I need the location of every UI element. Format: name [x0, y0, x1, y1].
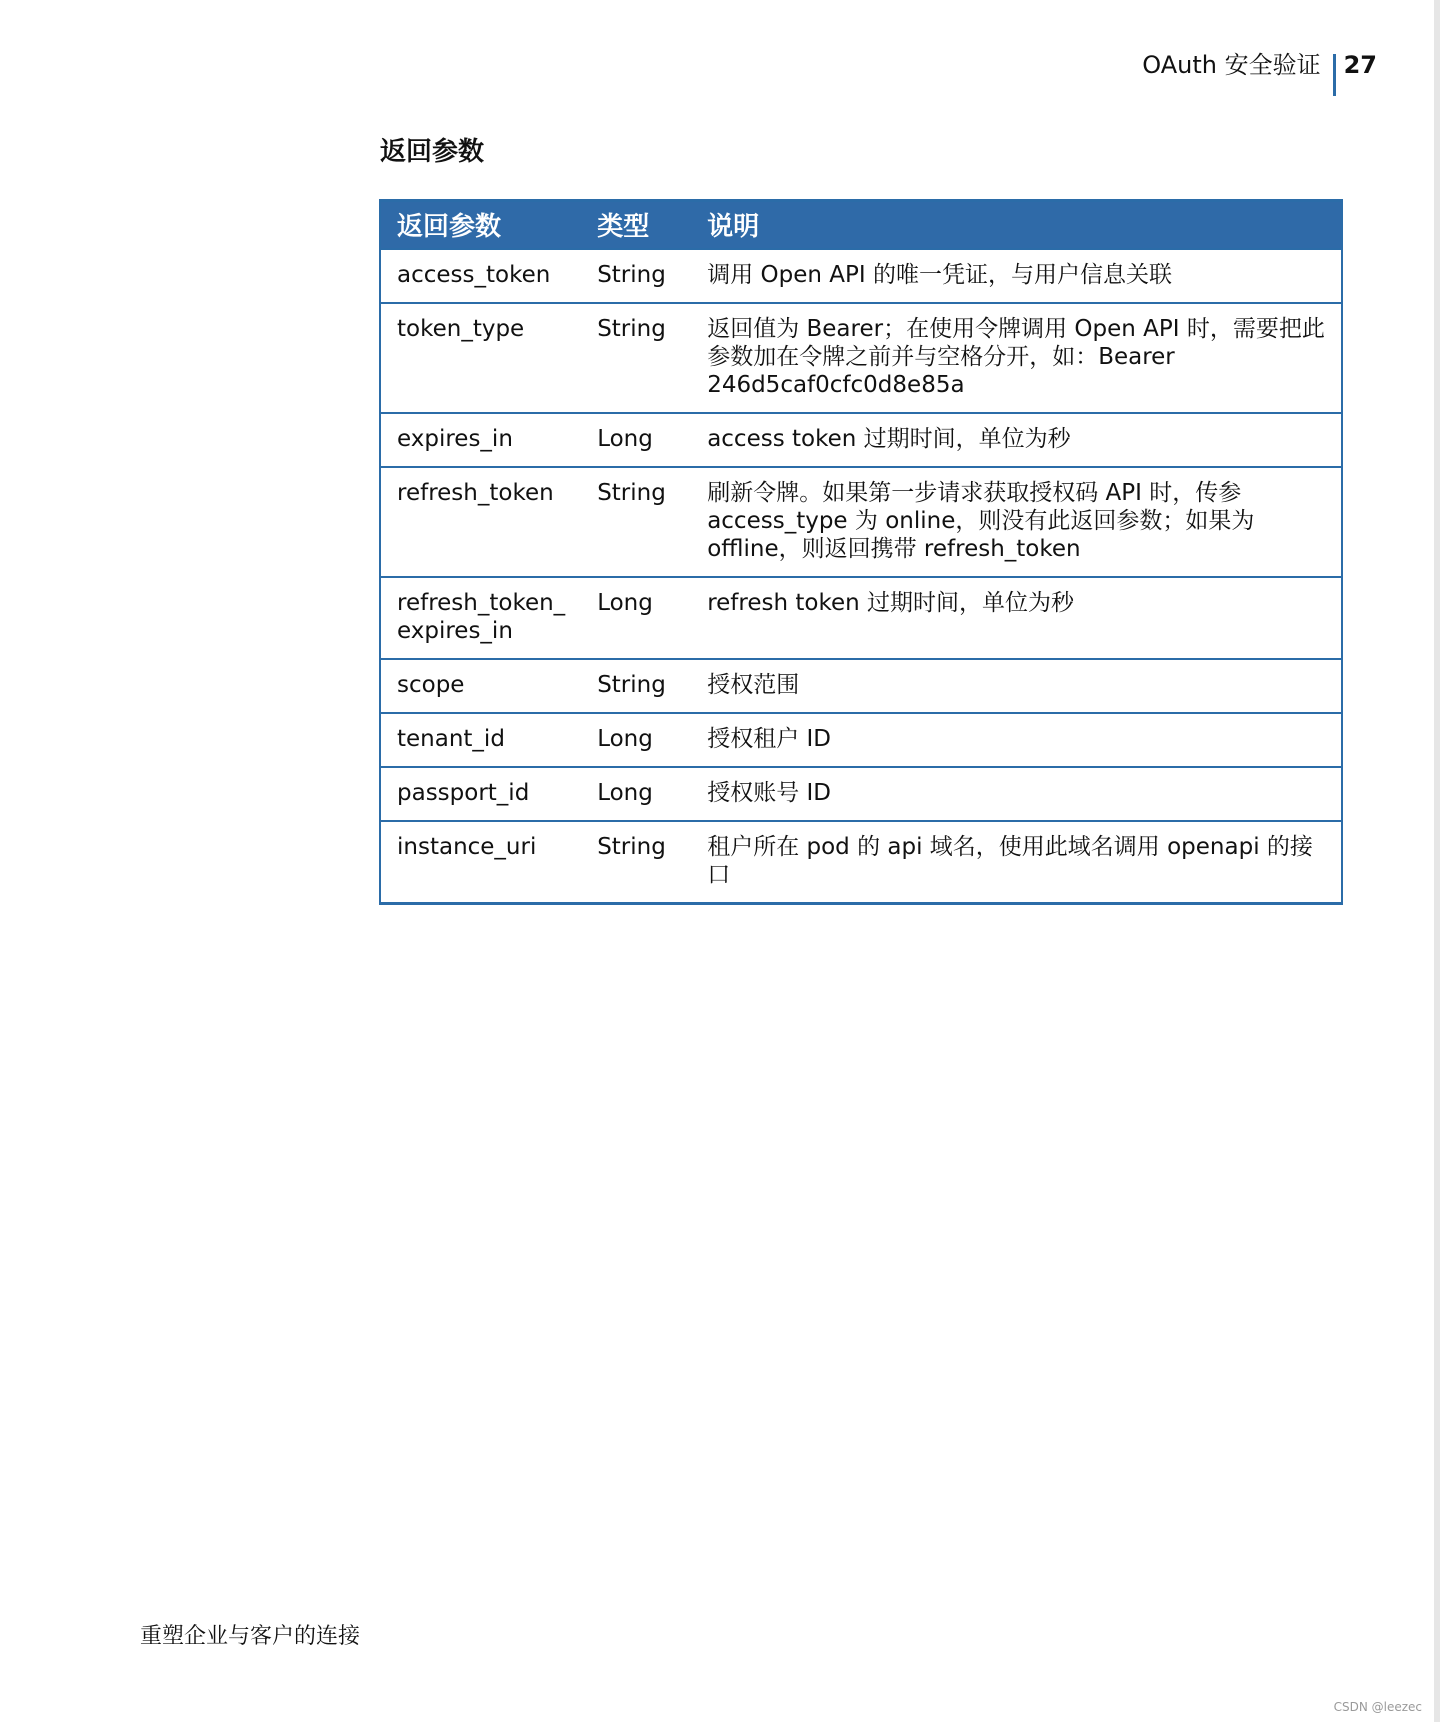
header-title: OAuth 安全验证: [1142, 51, 1321, 79]
section-title: 返回参数: [380, 137, 485, 167]
param-type: String: [581, 303, 691, 413]
page-header: [1142, 50, 1377, 96]
param-name: refresh_token_ expires_in: [380, 577, 581, 659]
header-type: 类型: [581, 201, 691, 250]
param-description: 授权账号 ID: [691, 767, 1342, 821]
page-number: 27: [1343, 51, 1377, 79]
footer-text: 重塑企业与客户的连接: [140, 1624, 361, 1649]
param-type: String: [581, 821, 691, 904]
table-row: [380, 249, 1342, 303]
param-description: 刷新令牌。如果第一步请求获取授权码 API 时，传参 access_type 为 online，则没有此返回参数；如果为 offline，则返回携带 refresh_token: [691, 467, 1342, 577]
param-name: refresh_token: [380, 467, 581, 577]
table-header: [380, 201, 1342, 250]
param-type: Long: [581, 767, 691, 821]
param-name: token_type: [380, 303, 581, 413]
param-type: Long: [581, 713, 691, 767]
param-description: 返回值为 Bearer；在使用令牌调用 Open API 时，需要把此参数加在令牌之前并与空格分开，如：Bearer 246d5caf0cfc0d8e85a: [691, 303, 1342, 413]
param-description: 授权范围: [691, 659, 1342, 713]
table-row: [380, 821, 1342, 904]
param-description: access token 过期时间，单位为秒: [691, 413, 1342, 467]
params-table: [379, 199, 1343, 905]
header-param: 返回参数: [380, 201, 581, 250]
param-description: 调用 Open API 的唯一凭证，与用户信息关联: [691, 249, 1342, 303]
param-type: Long: [581, 413, 691, 467]
param-name: instance_uri: [380, 821, 581, 904]
watermark: CSDN @leezec: [1333, 1700, 1422, 1714]
param-name: passport_id: [380, 767, 581, 821]
param-type: String: [581, 249, 691, 303]
table-header-row: [380, 201, 1342, 250]
param-type: Long: [581, 577, 691, 659]
param-name: tenant_id: [380, 713, 581, 767]
param-description: 租户所在 pod 的 api 域名，使用此域名调用 openapi 的接口: [691, 821, 1342, 904]
table-row: [380, 413, 1342, 467]
table-row: [380, 713, 1342, 767]
table-row: [380, 303, 1342, 413]
table-body: [380, 249, 1342, 904]
param-name: expires_in: [380, 413, 581, 467]
page-edge: [1434, 0, 1440, 1722]
table-row: [380, 767, 1342, 821]
param-name: scope: [380, 659, 581, 713]
table-row: [380, 659, 1342, 713]
param-type: String: [581, 659, 691, 713]
header-divider: [1333, 54, 1336, 96]
param-description: refresh token 过期时间，单位为秒: [691, 577, 1342, 659]
table-row: [380, 467, 1342, 577]
header-description: 说明: [691, 201, 1342, 250]
param-description: 授权租户 ID: [691, 713, 1342, 767]
table-row: [380, 577, 1342, 659]
param-name: access_token: [380, 249, 581, 303]
param-type: String: [581, 467, 691, 577]
